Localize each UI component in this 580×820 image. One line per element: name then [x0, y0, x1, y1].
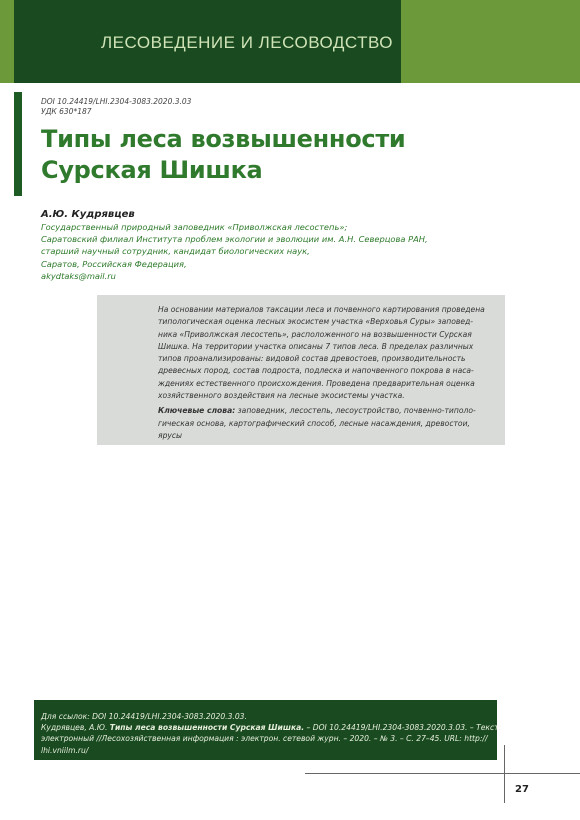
affiliation-line: старший научный сотрудник, кандидат биологических наук,	[41, 246, 310, 257]
footer-vertical-divider	[504, 745, 505, 803]
article-title-line-2: Сурская Шишка	[41, 156, 263, 184]
article-title-line-1: Типы леса возвышенности	[41, 125, 406, 153]
keywords-line	[158, 405, 480, 417]
citation-doi: – DOI 10.24419/LHI.2304-3083.2020.3.03. – Текст:	[304, 723, 502, 733]
affiliation-line: Саратовский филиал Института проблем экологии и эволюции им. А.Н. Северцова РАН,	[41, 234, 428, 245]
author-name: А.Ю. Кудрявцев	[41, 209, 135, 220]
author-email[interactable]: akydtaks@mail.ru	[41, 270, 116, 281]
udk-line: УДК 630*187	[41, 107, 92, 116]
abstract-line: древесных пород, состав подроста, подлеска и напочвенного покрова в наса-	[158, 366, 474, 376]
keywords-line: ярусы	[158, 430, 183, 440]
citation-line: электронный //Лесохозяйственная информация : электрон. сетевой журн. – 2020. – № 3. – С. 27–45. URL: http://	[41, 734, 488, 744]
affiliation-line: Государственный природный заповедник «Приволжская лесостепь»;	[41, 222, 348, 232]
citation-line	[41, 722, 502, 733]
doi-line[interactable]: DOI 10.24419/LHI.2304-3083.2020.3.03	[41, 97, 192, 106]
page-number: 27	[515, 784, 529, 795]
abstract-line: ждениях естественного происхождения. Проведена предварительная оценка	[158, 378, 475, 388]
keywords-text: заповедник, лесостепь, лесоустройство, почвенно-типоло-	[235, 406, 476, 416]
keywords-line: гическая основа, картографический способ, лесные насаждения, древостои,	[158, 418, 470, 428]
citation-line: Для ссылок: DOI 10.24419/LHI.2304-3083.2020.3.03.	[41, 712, 247, 721]
author-affiliation	[41, 221, 491, 282]
abstract-line: ника «Приволжская лесостепь», расположенного на возвышенности Сурская	[158, 329, 472, 339]
abstract-line: типологическая оценка лесных экосистем участка «Верховья Суры» заповед-	[158, 317, 474, 327]
abstract-line: хозяйственного воздействия на лесные экосистемы участка.	[158, 391, 405, 401]
citation-title: Типы леса возвышенности Сурская Шишка.	[109, 723, 305, 733]
citation-author: Кудрявцев, А.Ю.	[41, 723, 110, 733]
abstract-line: Шишка. На территории участка описаны 7 типов леса. В пределах различных	[158, 341, 474, 351]
title-accent-bar	[14, 92, 22, 196]
citation-text	[41, 711, 502, 756]
abstract-text	[158, 304, 485, 442]
abstract-line: типов проанализированы: видовой состав древостоев, производительность	[158, 354, 466, 364]
citation-url[interactable]: lhi.vniilm.ru/	[41, 745, 89, 755]
abstract-line: На основании материалов таксации леса и почвенного картирования проведена	[158, 305, 485, 314]
footer-divider	[305, 773, 580, 774]
keywords-label: Ключевые слова:	[158, 406, 236, 416]
affiliation-line: Саратов, Российская Федерация,	[41, 258, 187, 269]
section-title: ЛЕСОВЕДЕНИЕ И ЛЕСОВОДСТВО	[101, 33, 394, 52]
article-title	[41, 124, 461, 186]
